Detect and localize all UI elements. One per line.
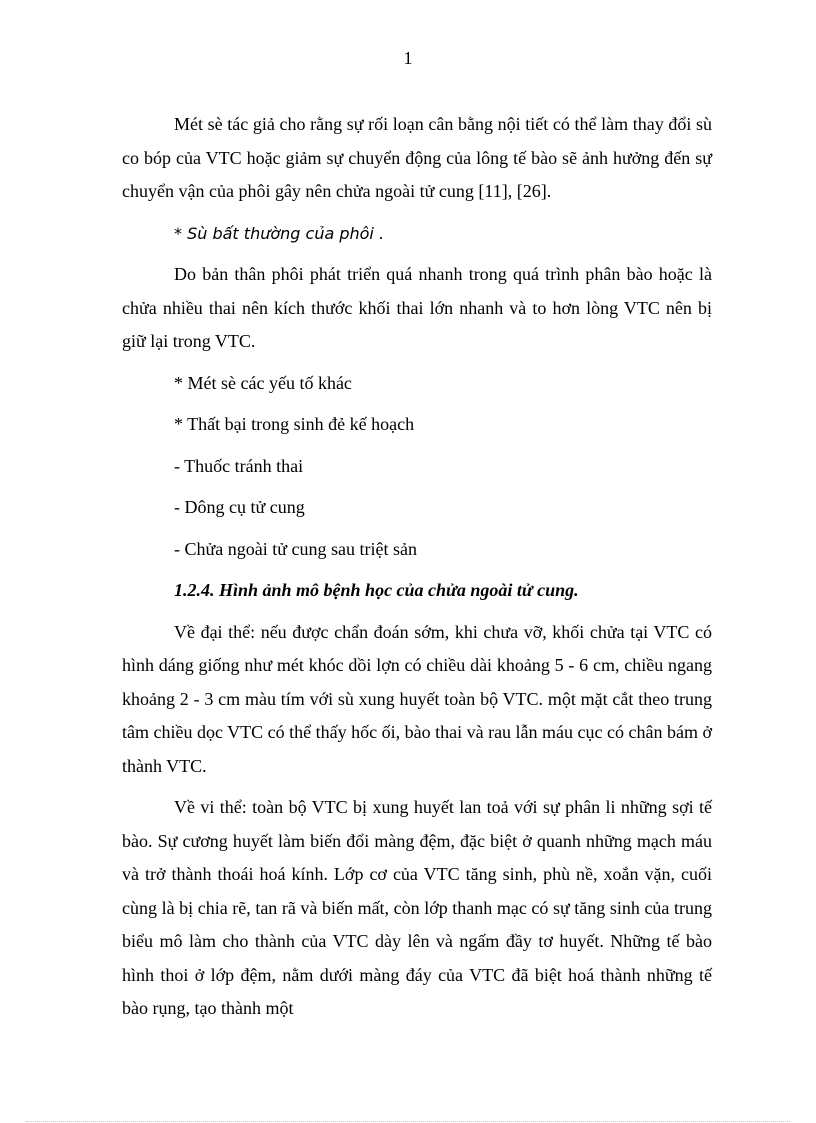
list-item: * Mét sè các yếu tố khác — [174, 372, 352, 393]
document-body — [122, 108, 712, 1034]
paragraph-microscopic: Về vi thể: toàn bộ VTC bị xung huyết lan toả với sự phân li những sợi tế bào. Sự cương huyết làm biến đổi màng đệm, đặc biệt ở quanh những mạch máu và trở thành thoái hoá kính. Lớp cơ của VTC tăng sinh, phù nề, xoắn vặn, cuối cùng là bị chia rẽ, tan rã và biến mất, còn lớp thanh mạc có sự tăng sinh của trung biểu mô làm cho thành của VTC dày lên và ngấm đầy tơ huyết. Những tế bào hình thoi ở lớp đệm, nằm dưới màng đáy của VTC đã biệt hoá thành những tế bào rụng, tạo thành một — [122, 797, 712, 1018]
section-heading: 1.2.4. Hình ảnh mô bệnh học của chửa ngoài tử cung. — [174, 580, 579, 600]
list-item: - Thuốc tránh thai — [174, 455, 304, 476]
page-number: 1 — [403, 48, 413, 68]
paragraph-macroscopic: Về đại thể: nếu được chẩn đoán sớm, khi chưa vỡ, khối chửa tại VTC có hình dáng giống như mét khóc dồi lợn có chiều dài khoảng 5 - 6 cm, chiều ngang khoảng 2 - 3 cm màu tím với sù xung huyết toàn bộ VTC. một mặt cắt theo trung tâm chiều dọc VTC có thể thấy hốc ối, bào thai và rau lẫn máu cục có chân bám ở thành VTC. — [122, 621, 712, 776]
paragraph-hormonal: Mét sè tác giả cho rằng sự rối loạn cân bằng nội tiết có thể làm thay đổi sù co bóp của VTC hoặc giảm sự chuyển động của lông tế bào sẽ ảnh hưởng đến sự chuyển vận của phôi gây nên chửa ngoài tử cung [11], [26]. — [122, 114, 712, 201]
list-item: - Dông cụ tử cung — [174, 497, 305, 517]
list-item: - Chửa ngoài tử cung sau triệt sản — [174, 538, 417, 559]
paragraph-embryo: Do bản thân phôi phát triển quá nhanh trong quá trình phân bào hoặc là chửa nhiều thai nên kích thước khối thai lớn nhanh và to hơn lòng VTC nên bị giữ lại trong VTC. — [122, 264, 712, 351]
page-bottom-divider — [26, 1121, 790, 1122]
subheading-embryo-abnormality: * Sù bất thường của phôi . — [174, 223, 385, 243]
list-item: * Thất bại trong sinh đẻ kế hoạch — [174, 414, 415, 434]
